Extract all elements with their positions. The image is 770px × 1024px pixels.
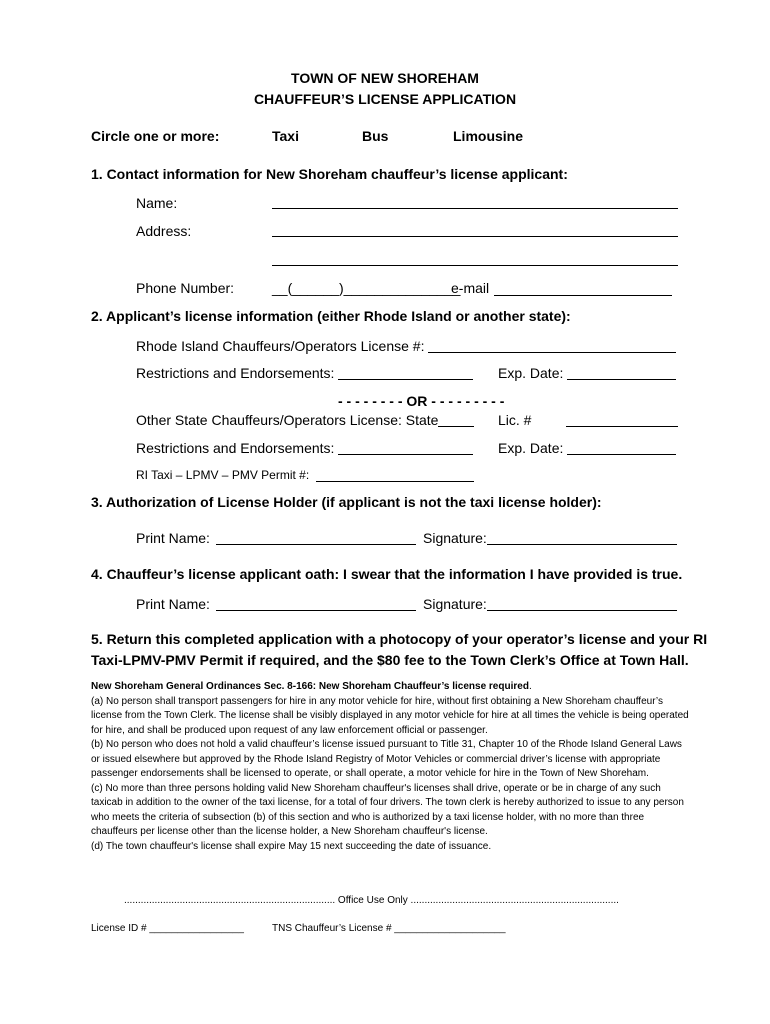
restrictions-field-2[interactable] (338, 454, 473, 455)
phone-field[interactable]: __(______)_______________ (272, 280, 461, 296)
tns-license-field: TNS Chauffeur’s License # ____________________ (272, 923, 506, 934)
signature-field-3[interactable] (487, 544, 677, 545)
name-field[interactable] (272, 208, 678, 209)
form-title-application: CHAUFFEUR’S LICENSE APPLICATION (253, 91, 517, 107)
section5-line1: 5. Return this completed application with a photocopy of your operator’s license and your RI (91, 631, 708, 647)
permit-label: RI Taxi – LPMV – PMV Permit #: (136, 468, 310, 482)
address-field-line1[interactable] (272, 236, 678, 237)
section1-heading: 1. Contact information for New Shoreham chauffeur’s license applicant: (91, 166, 568, 182)
other-state-field[interactable] (438, 426, 474, 427)
name-label: Name: (136, 195, 178, 211)
restrictions-label-2: Restrictions and Endorsements: (136, 440, 335, 456)
print-name-label-4: Print Name: (136, 596, 210, 612)
section4-heading: 4. Chauffeur’s license applicant oath: I swear that the information I have provided is true. (91, 566, 683, 582)
signature-field-4[interactable] (487, 610, 677, 611)
restrictions-field[interactable] (338, 379, 473, 380)
ordinance-block (91, 680, 691, 854)
exp-date-label-2: Exp. Date: (498, 440, 564, 456)
phone-label: Phone Number: (136, 280, 235, 296)
address-label: Address: (136, 223, 192, 239)
exp-date-field-2[interactable] (567, 454, 676, 455)
signature-label-4: Signature: (423, 596, 487, 612)
restrictions-label: Restrictions and Endorsements: (136, 365, 335, 381)
section5-line2: Taxi-LPMV-PMV Permit if required, and the $80 fee to the Town Clerk’s Office at Town Hall. (91, 652, 689, 668)
exp-date-label: Exp. Date: (498, 365, 564, 381)
permit-field[interactable] (316, 481, 474, 482)
ordinance-paragraph-d: (d) The town chauffeur's license shall expire May 15 next succeeding the date of issuance. (91, 840, 492, 852)
signature-label-3: Signature: (423, 530, 487, 546)
circle-one-label: Circle one or more: (91, 128, 220, 144)
section2-heading: 2. Applicant’s license information (either Rhode Island or another state): (91, 308, 571, 324)
section3-heading: 3. Authorization of License Holder (if applicant is not the taxi license holder): (91, 494, 602, 510)
ordinance-paragraph-b: (b) No person who does not hold a valid chauffeur’s license issued pursuant to Title 31, Chapter 10 of the Rhode Island General Laws or issued elsewhere but approved by the Rhode Island Registry of Motor Vehicles or commercial driver’s license with appropriate passenger endorsements shall be licensed to operate, or shall operate, a motor vehicle for hire in the Town of New Shoreham. (91, 739, 682, 779)
address-field-line2[interactable] (272, 265, 678, 266)
print-name-field-4[interactable] (216, 610, 416, 611)
office-use-divider: ............................................................................ Office Use Only ........................................................................... (124, 895, 619, 906)
ri-license-label: Rhode Island Chauffeurs/Operators License #: (136, 338, 425, 354)
lic-number-field[interactable] (566, 426, 678, 427)
option-limousine[interactable]: Limousine (453, 128, 524, 144)
exp-date-field[interactable] (567, 379, 676, 380)
lic-number-label: Lic. # (498, 412, 532, 428)
option-bus[interactable]: Bus (362, 128, 389, 144)
print-name-label-3: Print Name: (136, 530, 210, 546)
option-taxi[interactable]: Taxi (272, 128, 299, 144)
license-id-field: License ID # _________________ (91, 923, 244, 934)
form-title-town: TOWN OF NEW SHOREHAM (291, 70, 479, 86)
other-state-label: Other State Chauffeurs/Operators License: State (136, 412, 439, 428)
print-name-field-3[interactable] (216, 544, 416, 545)
ordinance-paragraph-c: (c) No more than three persons holding valid New Shoreham chauffeur's licenses shall drive, operate or be in charge of any such taxicab in addition to the owner of the taxi license, for a total of four drivers. The town clerk is hereby authorized to issue to any person who meets the criteria of subsection (b) of this section and who is authorized by a taxi license holder, with no more than three chauffeurs per license other than the license holder, a New Shoreham chauffeur's license. (91, 782, 684, 837)
ordinance-paragraph-a: (a) No person shall transport passengers for hire in any motor vehicle for hire, without first obtaining a New Shoreham chauffeur’s license from the Town Clerk. The license shall be visibly displayed in any motor vehicle for hire at all times the vehicle is being operated for hire, and shall be produced upon request of any law enforcement official or passenger. (91, 695, 689, 736)
ri-license-field[interactable] (428, 352, 676, 353)
email-label: e-mail (451, 280, 490, 296)
email-field[interactable] (494, 295, 672, 296)
or-divider: - - - - - - - - OR - - - - - - - - - (338, 393, 505, 409)
ordinance-heading: New Shoreham General Ordinances Sec. 8-166: New Shoreham Chauffeur’s license required. (91, 681, 532, 692)
